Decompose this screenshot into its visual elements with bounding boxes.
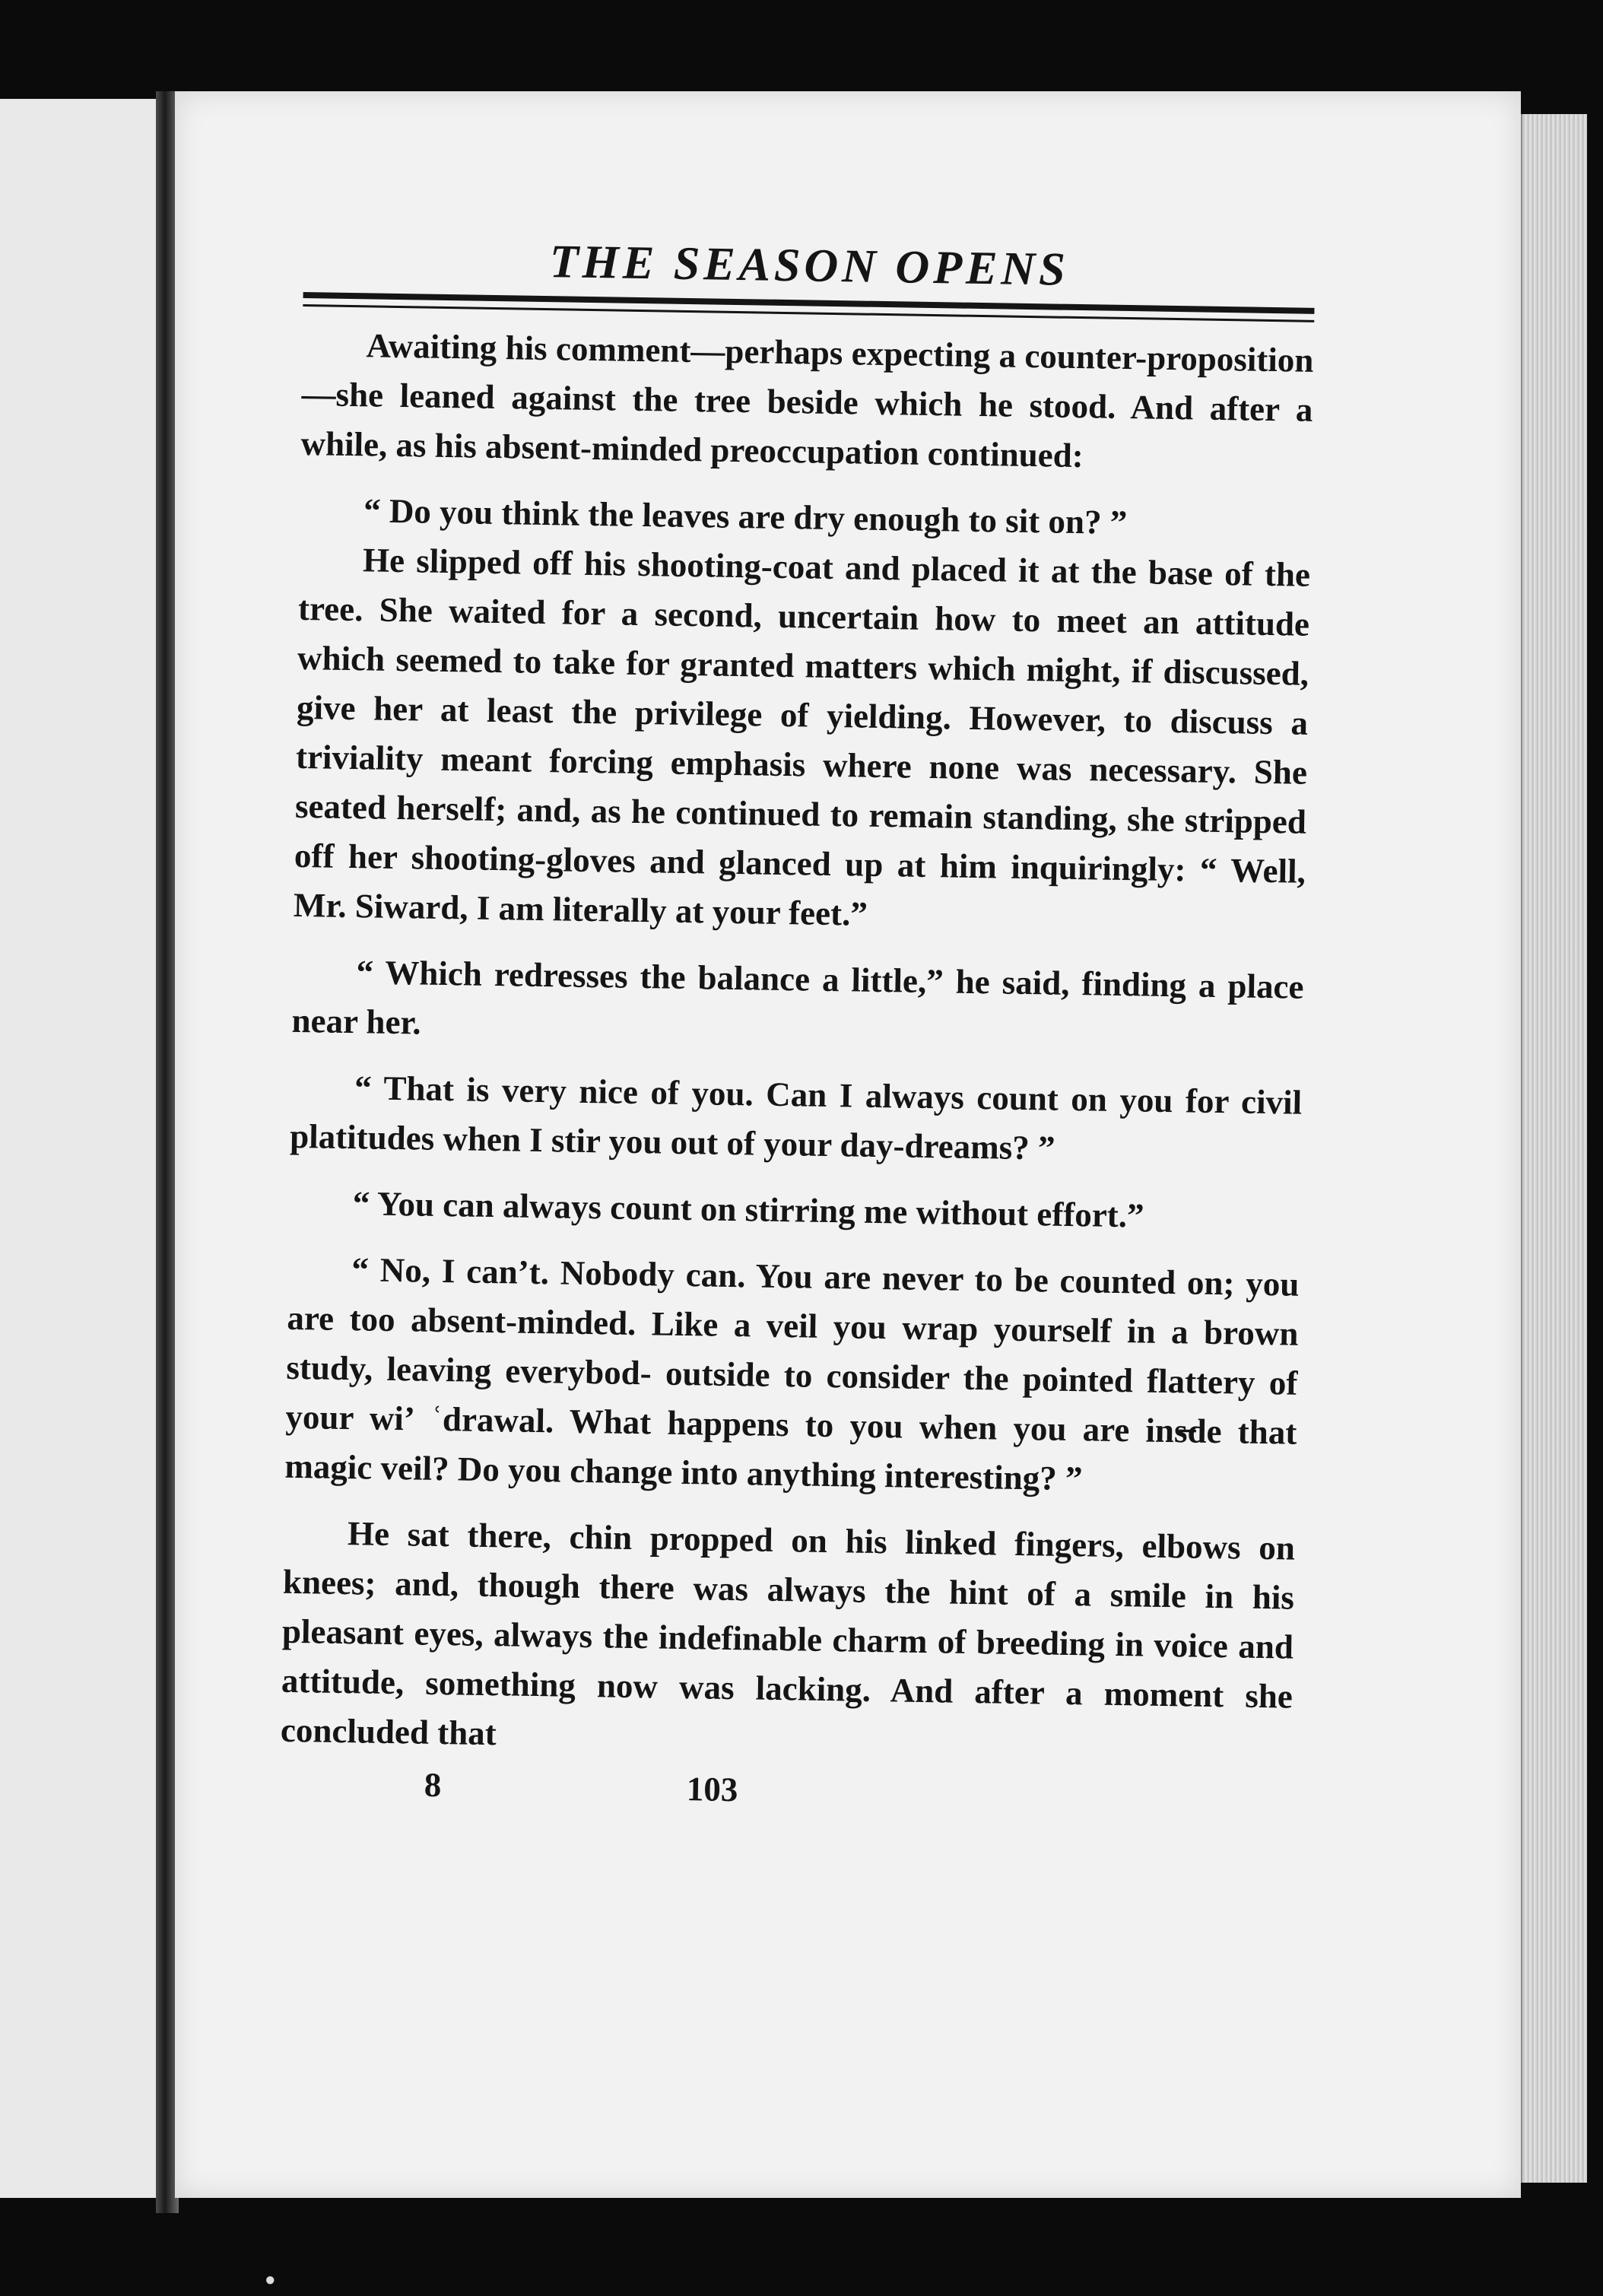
scan-mark-icon: ● [265,2270,276,2290]
page-number: 103 [686,1770,738,1809]
paragraph: He slipped off his shooting-coat and placed it at the base of the tree. She waited for a second, uncertain how to meet an attitude which seemed to take for granted matters which might, if discussed, give her at least the privilege of yielding. However, to discuss a triviality meant forcing emphasis where none was necessary. She seated herself; and, as he continued to remain standing, she stripped off her shooting-gloves and glanced up at him inquiringly: “ Well, Mr. Siward, I am literally at your feet.” [293,541,1311,933]
paragraph: He sat there, chin propped on his linked fingers, elbows on knees; and, though there was always the hint of a smile in his pleasant eyes, always the indefinable charm of breeding in voice and attitude, something now was lacking. And after a moment she concluded that [280,1514,1296,1753]
paragraph: “ Do you think the leaves are dry enough to sit on? ” [363,491,1128,542]
facing-page [0,99,159,2198]
paragraph: “ No, I can’t. Nobody can. You are never to be counted on; you are too absent-minded. Like a veil you wrap yourself in a brown study, leaving everybod‐ outside to consider the pointed flattery of your wiʼ ʿdrawal. What happens to you when you are ins̶de that magic veil? Do you change into anything interesting? ” [284,1250,1300,1498]
paragraph: “ Which redresses the balance a little,” he said, finding a place near her. [291,953,1304,1042]
paragraph: Awaiting his comment—perhaps expecting a counter-proposition—she leaned against the tree beside which he stood. And after a while, as his absent-minded preoccupation continued: [300,326,1314,475]
page-edges [1521,114,1587,2183]
paragraph: “ That is very nice of you. Can I always count on you for civil platitudes when I stir you out of your day-dreams? ” [289,1069,1303,1167]
signature-mark: 8 [424,1765,442,1805]
running-head: THE SEASON OPENS [549,236,1070,296]
body-text [280,320,1313,1771]
paragraph: “ You can always count on stirring me without effort.” [352,1184,1144,1235]
page-content [279,228,1316,1832]
